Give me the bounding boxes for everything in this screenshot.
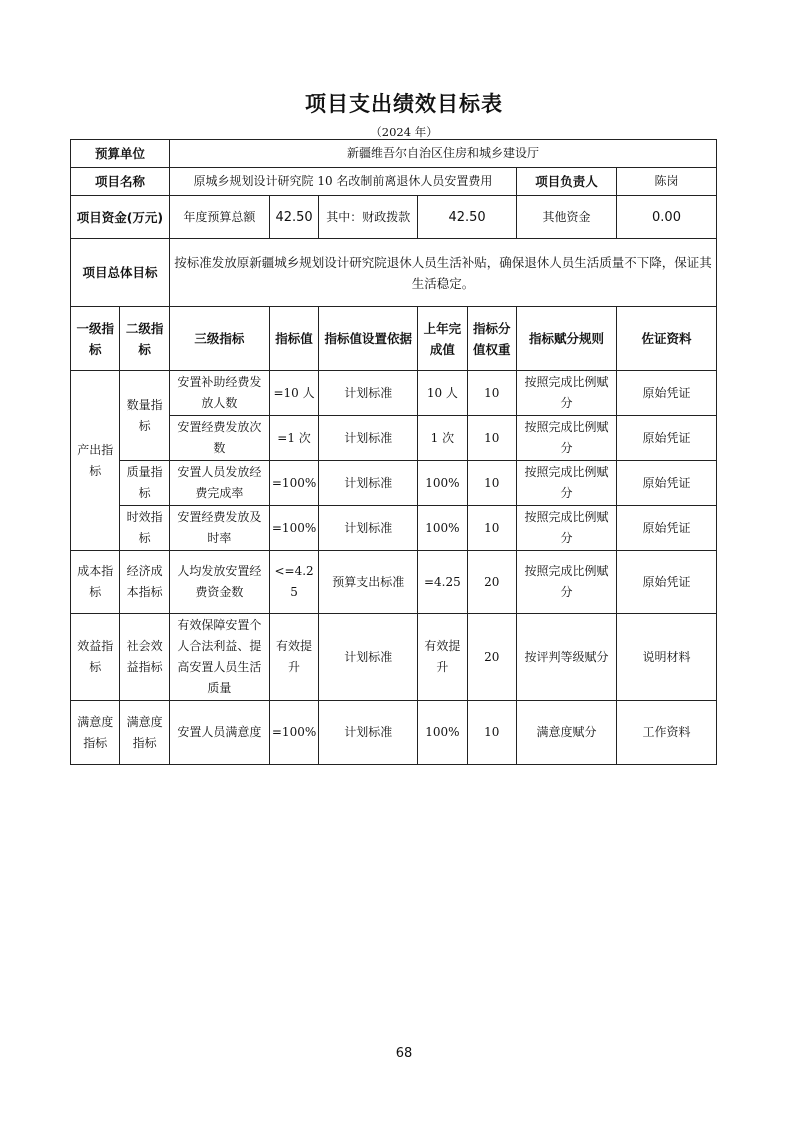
weight-cell: 10 <box>467 416 516 461</box>
col-level1: 一级指标 <box>71 307 120 371</box>
col-basis: 指标值设置依据 <box>319 307 418 371</box>
value-cell: =1 次 <box>269 416 318 461</box>
col-level3: 三级指标 <box>169 307 269 371</box>
year-subtitle: （2024 年） <box>370 125 438 139</box>
last-year-cell: 有效提升 <box>418 614 467 701</box>
project-name-label: 项目名称 <box>71 168 170 196</box>
evidence-cell: 原始凭证 <box>616 506 716 551</box>
owner-label: 项目负责人 <box>517 168 617 196</box>
basis-cell: 计划标准 <box>319 461 418 506</box>
value-cell: =100% <box>269 461 318 506</box>
basis-cell: 计划标准 <box>319 416 418 461</box>
indicator-cell: 安置补助经费发放人数 <box>169 371 269 416</box>
annual-budget-label: 年度预算总额 <box>169 196 269 239</box>
value-cell: =100% <box>269 701 318 765</box>
indicator-cell: 有效保障安置个人合法利益、提高安置人员生活质量 <box>169 614 269 701</box>
rule-cell: 按评判等级赋分 <box>517 614 617 701</box>
last-year-cell: 100% <box>418 701 467 765</box>
col-last-year: 上年完成值 <box>418 307 467 371</box>
basis-cell: 预算支出标准 <box>319 551 418 614</box>
level2-quality: 质量指标 <box>120 461 169 506</box>
level2-satisfaction: 满意度指标 <box>120 701 169 765</box>
level2-timeliness: 时效指标 <box>120 506 169 551</box>
project-name-row <box>71 168 717 196</box>
table-row <box>71 614 717 701</box>
level1-output: 产出指标 <box>71 371 120 551</box>
value-cell: 有效提升 <box>269 614 318 701</box>
level2-social-benefit: 社会效益指标 <box>120 614 169 701</box>
basis-cell: 计划标准 <box>319 506 418 551</box>
rule-cell: 满意度赋分 <box>517 701 617 765</box>
table-row <box>71 461 717 506</box>
weight-cell: 10 <box>467 701 516 765</box>
rule-cell: 按照完成比例赋分 <box>517 506 617 551</box>
indicator-cell: 安置人员满意度 <box>169 701 269 765</box>
weight-cell: 20 <box>467 614 516 701</box>
budget-unit-value: 新疆维吾尔自治区住房和城乡建设厅 <box>169 140 716 168</box>
annual-budget-value: 42.50 <box>269 196 318 239</box>
level1-cost: 成本指标 <box>71 551 120 614</box>
fiscal-value: 42.50 <box>418 196 517 239</box>
fiscal-label: 其中：财政拨款 <box>319 196 418 239</box>
rule-cell: 按照完成比例赋分 <box>517 551 617 614</box>
indicator-cell: 安置经费发放次数 <box>169 416 269 461</box>
value-cell: <=4.25 <box>269 551 318 614</box>
other-fund-label: 其他资金 <box>517 196 617 239</box>
table-row <box>71 371 717 416</box>
fund-label: 项目资金(万元) <box>71 196 170 239</box>
table-row <box>71 701 717 765</box>
rule-cell: 按照完成比例赋分 <box>517 461 617 506</box>
rule-cell: 按照完成比例赋分 <box>517 416 617 461</box>
budget-unit-label: 预算单位 <box>71 140 170 168</box>
last-year-cell: 100% <box>418 506 467 551</box>
project-fund-row <box>71 196 717 239</box>
column-header-row <box>71 307 717 371</box>
indicator-cell: 安置经费发放及时率 <box>169 506 269 551</box>
budget-unit-row <box>71 140 717 168</box>
basis-cell: 计划标准 <box>319 371 418 416</box>
owner-value: 陈岗 <box>616 168 716 196</box>
performance-target-table <box>70 139 717 765</box>
evidence-cell: 原始凭证 <box>616 461 716 506</box>
last-year-cell: =4.25 <box>418 551 467 614</box>
value-cell: =10 人 <box>269 371 318 416</box>
weight-cell: 10 <box>467 506 516 551</box>
goal-label: 项目总体目标 <box>71 239 170 307</box>
last-year-cell: 1 次 <box>418 416 467 461</box>
other-fund-value: 0.00 <box>616 196 716 239</box>
weight-cell: 10 <box>467 461 516 506</box>
weight-cell: 20 <box>467 551 516 614</box>
level1-satisfaction: 满意度指标 <box>71 701 120 765</box>
basis-cell: 计划标准 <box>319 701 418 765</box>
evidence-cell: 原始凭证 <box>616 551 716 614</box>
level2-quantity: 数量指标 <box>120 371 169 461</box>
indicator-cell: 安置人员发放经费完成率 <box>169 461 269 506</box>
table-row <box>71 551 717 614</box>
last-year-cell: 100% <box>418 461 467 506</box>
page-title: 项目支出绩效目标表 <box>305 92 503 116</box>
indicator-cell: 人均发放安置经费资金数 <box>169 551 269 614</box>
col-value: 指标值 <box>269 307 318 371</box>
weight-cell: 10 <box>467 371 516 416</box>
level1-benefit: 效益指标 <box>71 614 120 701</box>
table-row <box>71 506 717 551</box>
last-year-cell: 10 人 <box>418 371 467 416</box>
basis-cell: 计划标准 <box>319 614 418 701</box>
goal-row <box>71 239 717 307</box>
level2-economic-cost: 经济成本指标 <box>120 551 169 614</box>
col-evidence: 佐证资料 <box>616 307 716 371</box>
evidence-cell: 说明材料 <box>616 614 716 701</box>
page-number: 68 <box>395 1046 413 1061</box>
col-level2: 二级指标 <box>120 307 169 371</box>
col-rule: 指标赋分规则 <box>517 307 617 371</box>
evidence-cell: 原始凭证 <box>616 416 716 461</box>
project-name-value: 原城乡规划设计研究院 10 名改制前离退休人员安置费用 <box>169 168 516 196</box>
goal-value: 按标准发放原新疆城乡规划设计研究院退休人员生活补贴，确保退休人员生活质量不下降，保证其生活稳定。 <box>169 239 716 307</box>
evidence-cell: 工作资料 <box>616 701 716 765</box>
col-weight: 指标分值权重 <box>467 307 516 371</box>
value-cell: =100% <box>269 506 318 551</box>
evidence-cell: 原始凭证 <box>616 371 716 416</box>
rule-cell: 按照完成比例赋分 <box>517 371 617 416</box>
